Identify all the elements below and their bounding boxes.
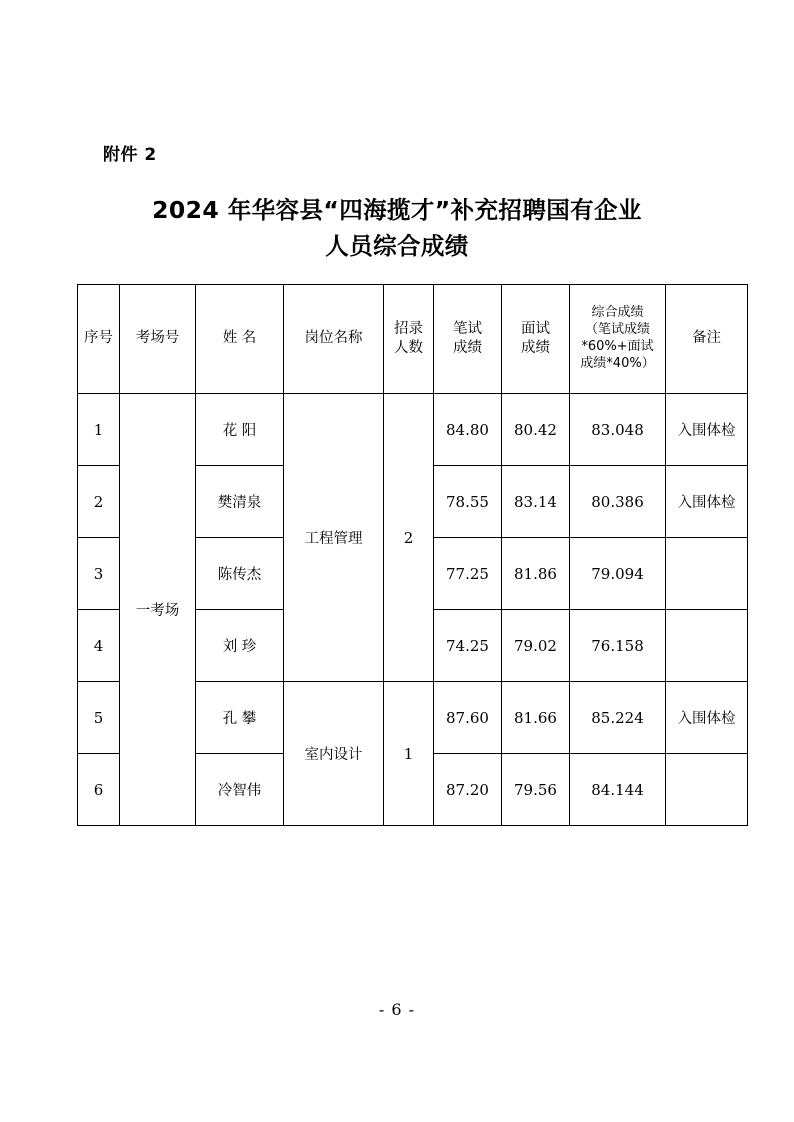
- cell-remark: 入围体检: [666, 466, 748, 538]
- cell-written-score: 78.55: [434, 466, 502, 538]
- cell-seq: 4: [78, 610, 120, 682]
- cell-name: 樊清泉: [196, 466, 284, 538]
- cell-total-score: 84.144: [570, 754, 666, 826]
- header-total-line2: （笔试成绩: [584, 322, 650, 338]
- cell-written-score: 77.25: [434, 538, 502, 610]
- cell-seq: 5: [78, 682, 120, 754]
- cell-total-score: 83.048: [570, 394, 666, 466]
- cell-interview-score: 79.56: [502, 754, 570, 826]
- table-row: [78, 394, 748, 466]
- cell-name: 孔 攀: [196, 682, 284, 754]
- cell-post: 工程管理: [284, 394, 384, 682]
- header-written-line1: 笔试: [453, 321, 482, 338]
- header-seq: 序号: [78, 285, 120, 394]
- attachment-label: 附件 2: [103, 145, 157, 165]
- header-quota: [384, 285, 434, 394]
- cell-seq: 1: [78, 394, 120, 466]
- page-title: [97, 192, 697, 265]
- header-total-line1: 综合成绩: [591, 305, 644, 321]
- table-body: [78, 394, 748, 826]
- page-title-line2: 人员综合成绩: [325, 232, 469, 261]
- header-total-line3: *60%+面试: [581, 339, 654, 354]
- cell-total-score: 80.386: [570, 466, 666, 538]
- header-remark: 备注: [666, 285, 748, 394]
- cell-written-score: 87.60: [434, 682, 502, 754]
- cell-post: 室内设计: [284, 682, 384, 826]
- header-total-score: [570, 285, 666, 394]
- cell-interview-score: 83.14: [502, 466, 570, 538]
- table-header-row: [78, 285, 748, 394]
- cell-remark: 入围体检: [666, 682, 748, 754]
- header-room: 考场号: [120, 285, 196, 394]
- header-interview-score: [502, 285, 570, 394]
- cell-interview-score: 81.86: [502, 538, 570, 610]
- cell-interview-score: 80.42: [502, 394, 570, 466]
- page-title-line1: 2024 年华容县“四海揽才”补充招聘国有企业: [152, 196, 642, 224]
- header-post: 岗位名称: [284, 285, 384, 394]
- scores-table: [77, 284, 748, 826]
- cell-name: 冷智伟: [196, 754, 284, 826]
- header-quota-line1: 招录: [394, 321, 423, 338]
- cell-quota: 1: [384, 682, 434, 826]
- cell-remark: [666, 610, 748, 682]
- cell-total-score: 79.094: [570, 538, 666, 610]
- cell-remark: [666, 754, 748, 826]
- cell-exam-room: 一考场: [120, 394, 196, 826]
- header-interview-line1: 面试: [521, 321, 550, 338]
- header-name: 姓 名: [196, 285, 284, 394]
- cell-interview-score: 81.66: [502, 682, 570, 754]
- cell-written-score: 87.20: [434, 754, 502, 826]
- cell-name: 刘 珍: [196, 610, 284, 682]
- header-written-line2: 成绩: [453, 340, 482, 356]
- header-total-line4: 成绩*40%）: [580, 355, 655, 371]
- header-quota-line2: 人数: [394, 340, 423, 356]
- cell-name: 花 阳: [196, 394, 284, 466]
- cell-seq: 3: [78, 538, 120, 610]
- cell-name: 陈传杰: [196, 538, 284, 610]
- cell-total-score: 85.224: [570, 682, 666, 754]
- cell-seq: 2: [78, 466, 120, 538]
- cell-written-score: 74.25: [434, 610, 502, 682]
- cell-remark: [666, 538, 748, 610]
- table-header: [78, 285, 748, 394]
- cell-interview-score: 79.02: [502, 610, 570, 682]
- cell-seq: 6: [78, 754, 120, 826]
- header-interview-line2: 成绩: [521, 340, 550, 356]
- page-number: - 6 -: [378, 1000, 416, 1019]
- header-written-score: [434, 285, 502, 394]
- cell-written-score: 84.80: [434, 394, 502, 466]
- cell-quota: 2: [384, 394, 434, 682]
- cell-remark: 入围体检: [666, 394, 748, 466]
- cell-total-score: 76.158: [570, 610, 666, 682]
